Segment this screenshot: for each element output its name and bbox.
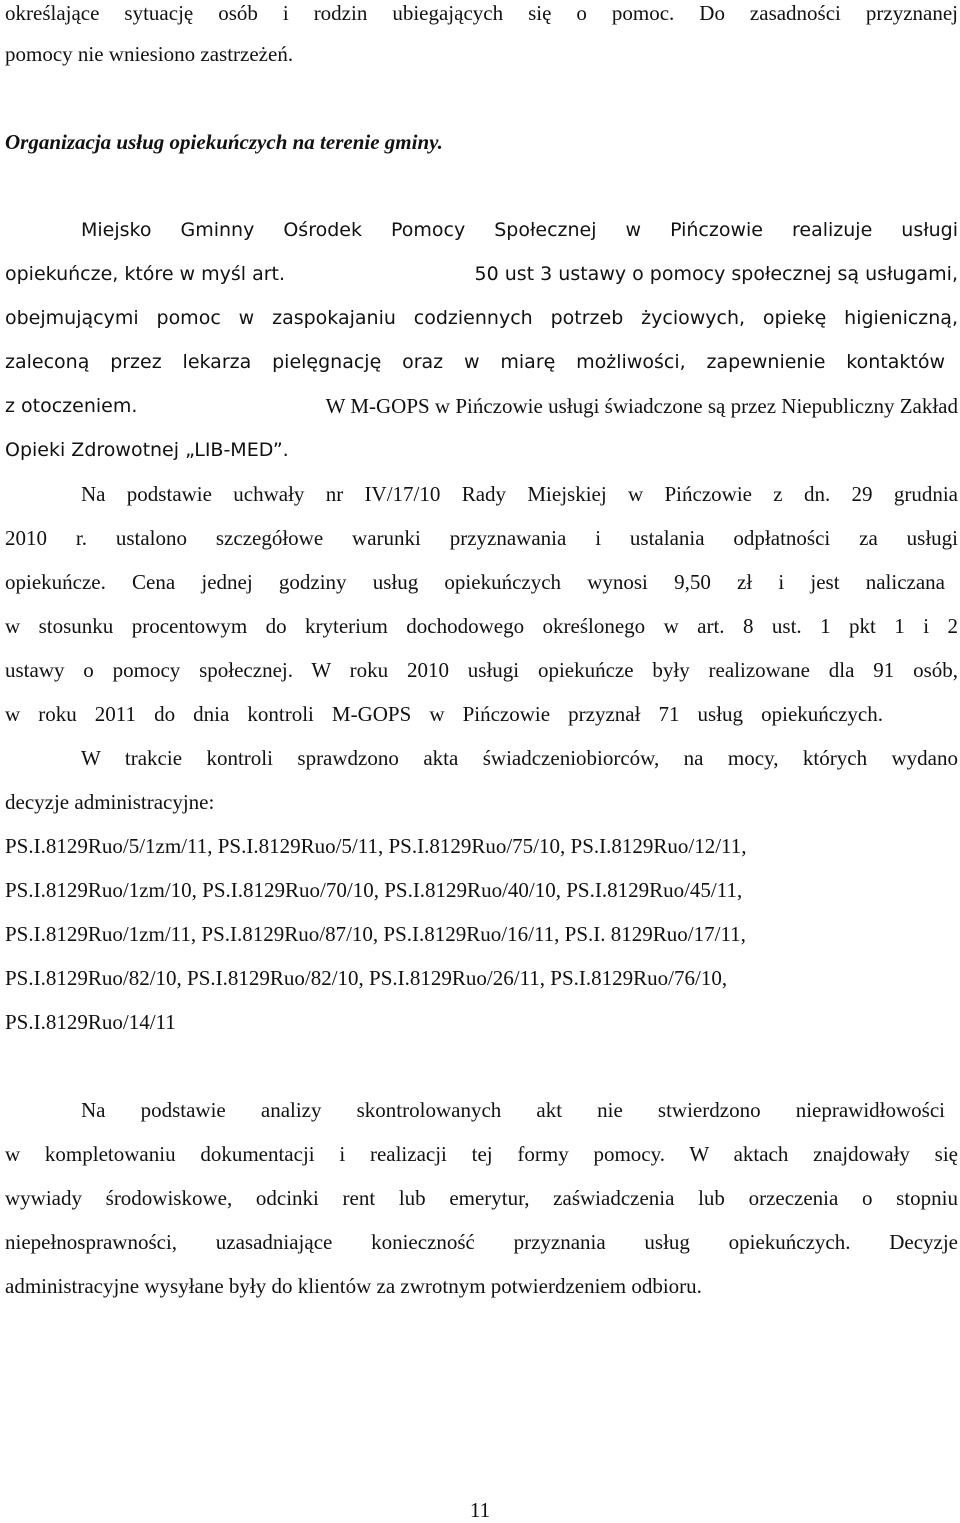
decision-list-line: PS.I.8129Ruo/14/11	[5, 1010, 176, 1034]
section-heading: Organizacja usług opiekuńczych na terenie gminy.	[5, 130, 443, 154]
paragraph-line: ustawy o pomocy społecznej. W roku 2010 usługi opiekuńcze były realizowane dla 91 osób,	[5, 658, 958, 682]
paragraph-line: Na podstawie analizy skontrolowanych akt nie stwierdzono nieprawidłowości	[81, 1098, 945, 1122]
decision-list-line: PS.I.8129Ruo/1zm/11, PS.I.8129Ruo/87/10, PS.I.8129Ruo/16/11, PS.I. 8129Ruo/17/11,	[5, 922, 746, 946]
line-segment-serif: W M-GOPS w Pińczowie usługi świadczone są przez Niepubliczny Zakład	[325, 394, 958, 418]
paragraph-line	[5, 393, 958, 419]
paragraph-line: w stosunku procentowym do kryterium dochodowego określonego w art. 8 ust. 1 pkt 1 i 2	[5, 614, 958, 638]
paragraph-line: opiekuńcze. Cena jednej godziny usług opiekuńczych wynosi 9,50 zł i jest naliczana	[5, 570, 945, 594]
line-segment-sans: 50 ust 3 ustawy o pomocy społecznej są usługami,	[474, 263, 958, 285]
paragraph-line: w kompletowaniu dokumentacji i realizacji tej formy pomocy. W aktach znajdowały się	[5, 1142, 958, 1166]
paragraph-line: decyzje administracyjne:	[5, 790, 215, 814]
paragraph-line	[5, 261, 958, 287]
paragraph-line: określające sytuację osób i rodzin ubiegających się o pomoc. Do zasadności przyznanej	[5, 1, 958, 25]
decision-list-line: PS.I.8129Ruo/1zm/10, PS.I.8129Ruo/70/10, PS.I.8129Ruo/40/10, PS.I.8129Ruo/45/11,	[5, 878, 743, 902]
paragraph-line: Opieki Zdrowotnej „LIB-MED”.	[5, 439, 289, 461]
paragraph-line: niepełnosprawności, uzasadniające konieczność przyznania usług opiekuńczych. Decyzje	[5, 1230, 958, 1254]
paragraph-line: W trakcie kontroli sprawdzono akta świadczeniobiorców, na mocy, których wydano	[81, 746, 958, 770]
paragraph-line: zaleconą przez lekarza pielęgnację oraz w miarę możliwości, zapewnienie kontaktów	[5, 351, 945, 373]
page-number: 11	[469, 1498, 491, 1522]
line-segment-sans: z otoczeniem.	[5, 395, 138, 417]
paragraph-line: Miejsko Gminny Ośrodek Pomocy Społecznej w Pińczowie realizuje usługi	[81, 219, 958, 241]
paragraph-line: w roku 2011 do dnia kontroli M-GOPS w Pińczowie przyznał 71 usług opiekuńczych.	[5, 702, 883, 726]
paragraph-line: pomocy nie wniesiono zastrzeżeń.	[5, 42, 294, 66]
line-segment-sans: opiekuńcze, które w myśl art.	[5, 263, 286, 285]
decision-list-line: PS.I.8129Ruo/5/1zm/11, PS.I.8129Ruo/5/11, PS.I.8129Ruo/75/10, PS.I.8129Ruo/12/11,	[5, 834, 747, 858]
paragraph-line: administracyjne wysyłane były do klientów za zwrotnym potwierdzeniem odbioru.	[5, 1274, 702, 1298]
decision-list-line: PS.I.8129Ruo/82/10, PS.I.8129Ruo/82/10, PS.I.8129Ruo/26/11, PS.I.8129Ruo/76/10,	[5, 966, 728, 990]
paragraph-line: obejmującymi pomoc w zaspokajaniu codziennych potrzeb życiowych, opiekę higieniczną,	[5, 307, 958, 329]
paragraph-line: 2010 r. ustalono szczegółowe warunki przyznawania i ustalania odpłatności za usługi	[5, 526, 958, 550]
paragraph-line: Na podstawie uchwały nr IV/17/10 Rady Miejskiej w Pińczowie z dn. 29 grudnia	[81, 482, 958, 506]
paragraph-line: wywiady środowiskowe, odcinki rent lub emerytur, zaświadczenia lub orzeczenia o stopniu	[5, 1186, 958, 1210]
